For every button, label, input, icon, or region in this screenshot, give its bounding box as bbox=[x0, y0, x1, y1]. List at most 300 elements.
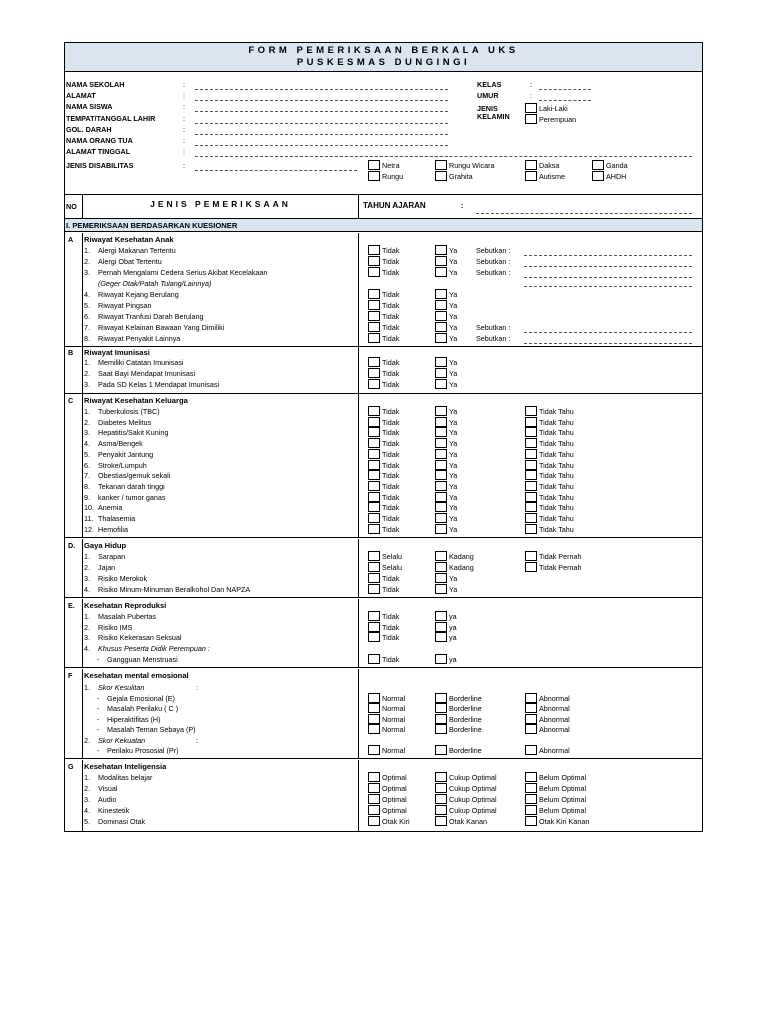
checkbox[interactable] bbox=[435, 300, 447, 310]
checkbox[interactable] bbox=[525, 460, 537, 470]
option-label: Belum Optimal bbox=[539, 795, 587, 804]
checkbox[interactable] bbox=[368, 502, 380, 512]
option-label: Ya bbox=[449, 407, 458, 416]
checkbox[interactable] bbox=[435, 256, 447, 266]
item-number: 2. bbox=[84, 563, 90, 572]
item-number: 3. bbox=[84, 795, 90, 804]
identity-label: TEMPAT/TANGGAL LAHIR bbox=[66, 114, 156, 123]
checkbox[interactable] bbox=[525, 794, 537, 804]
checkbox[interactable] bbox=[435, 171, 447, 181]
divider bbox=[64, 393, 703, 394]
item-sublabel: (Geger Otak/Patah Tulang/Lainnya) bbox=[98, 279, 212, 288]
identity-sep: : bbox=[530, 91, 532, 100]
checkbox[interactable] bbox=[368, 438, 380, 448]
col-tahun-sep: : bbox=[461, 201, 464, 210]
option-label: Daksa bbox=[539, 161, 560, 170]
checkbox[interactable] bbox=[435, 794, 447, 804]
option-label: Rungu Wicara bbox=[449, 161, 495, 170]
checkbox[interactable] bbox=[435, 693, 447, 703]
item-number: 2. bbox=[84, 736, 90, 745]
checkbox[interactable] bbox=[525, 805, 537, 815]
checkbox[interactable] bbox=[435, 438, 447, 448]
identity-sep: : bbox=[183, 161, 185, 170]
item-label: Penyakit Jantung bbox=[98, 450, 154, 459]
item-label: Dominasi Otak bbox=[98, 817, 146, 826]
checkbox[interactable] bbox=[525, 693, 537, 703]
item-number: 11. bbox=[84, 514, 94, 523]
option-label: Ya bbox=[449, 418, 458, 427]
item-number: 8. bbox=[84, 482, 90, 491]
sebutkan-label: Sebutkan : bbox=[476, 334, 511, 343]
checkbox[interactable] bbox=[435, 267, 447, 277]
checkbox[interactable] bbox=[368, 379, 380, 389]
checkbox[interactable] bbox=[368, 460, 380, 470]
col-tahun-header: TAHUN AJARAN bbox=[363, 201, 426, 210]
checkbox[interactable] bbox=[525, 160, 537, 170]
checkbox[interactable] bbox=[525, 406, 537, 416]
checkbox[interactable] bbox=[435, 368, 447, 378]
checkbox[interactable] bbox=[368, 714, 380, 724]
item-label: Visual bbox=[98, 784, 118, 793]
item-number: 4. bbox=[84, 439, 90, 448]
checkbox[interactable] bbox=[525, 562, 537, 572]
item-label: Diabetes Melitus bbox=[98, 418, 152, 427]
option-label: Optimal bbox=[382, 795, 407, 804]
identity-field[interactable] bbox=[195, 111, 448, 112]
checkbox[interactable] bbox=[525, 502, 537, 512]
checkbox[interactable] bbox=[368, 417, 380, 427]
checkbox[interactable] bbox=[525, 481, 537, 491]
item-number: - bbox=[97, 715, 100, 724]
checkbox[interactable] bbox=[435, 406, 447, 416]
option-label: Tidak bbox=[382, 323, 400, 332]
option-label: Tidak bbox=[382, 471, 400, 480]
identity-label: ALAMAT TINGGAL bbox=[66, 147, 131, 156]
item-label: Modalitas belajar bbox=[98, 773, 153, 782]
option-label: Tidak Pernah bbox=[539, 563, 582, 572]
checkbox[interactable] bbox=[435, 573, 447, 583]
option-label: Abnormal bbox=[539, 694, 570, 703]
checkbox[interactable] bbox=[525, 449, 537, 459]
identity-sep: : bbox=[183, 80, 185, 89]
option-label: Tidak bbox=[382, 334, 400, 343]
sebutkan-label: Sebutkan : bbox=[476, 268, 511, 277]
checkbox[interactable] bbox=[368, 300, 380, 310]
kelas-field[interactable] bbox=[539, 89, 591, 90]
checkbox[interactable] bbox=[435, 632, 447, 642]
option-label: Normal bbox=[382, 715, 406, 724]
option-label: Abnormal bbox=[539, 715, 570, 724]
item-label: Masalah Perilaku ( C ) bbox=[107, 704, 179, 713]
option-label: Abnormal bbox=[539, 746, 570, 755]
checkbox[interactable] bbox=[525, 492, 537, 502]
checkbox[interactable] bbox=[368, 368, 380, 378]
checkbox[interactable] bbox=[435, 783, 447, 793]
checkbox[interactable] bbox=[368, 584, 380, 594]
sebutkan-field[interactable] bbox=[524, 277, 692, 278]
checkbox[interactable] bbox=[435, 611, 447, 621]
option-label: Tidak bbox=[382, 633, 400, 642]
checkbox[interactable] bbox=[525, 783, 537, 793]
checkbox[interactable] bbox=[525, 417, 537, 427]
option-label: Optimal bbox=[382, 773, 407, 782]
option-label: Ya bbox=[449, 450, 458, 459]
checkbox[interactable] bbox=[368, 573, 380, 583]
checkbox[interactable] bbox=[435, 379, 447, 389]
checkbox[interactable] bbox=[368, 333, 380, 343]
checkbox[interactable] bbox=[525, 524, 537, 534]
checkbox[interactable] bbox=[525, 103, 537, 113]
group-letter: D. bbox=[68, 541, 76, 550]
identity-field[interactable] bbox=[195, 89, 448, 90]
item-number: 12. bbox=[84, 525, 94, 534]
checkbox[interactable] bbox=[368, 816, 380, 826]
group-letter: G bbox=[68, 762, 74, 771]
item-label: Stroke/Lumpuh bbox=[98, 461, 147, 470]
checkbox[interactable] bbox=[435, 714, 447, 724]
checkbox[interactable] bbox=[525, 551, 537, 561]
checkbox[interactable] bbox=[525, 816, 537, 826]
option-label: Optimal bbox=[382, 806, 407, 815]
checkbox[interactable] bbox=[435, 745, 447, 755]
option-label: Ya bbox=[449, 482, 458, 491]
item-label: kanker / tumor ganas bbox=[98, 493, 166, 502]
checkbox[interactable] bbox=[435, 562, 447, 572]
option-label: Ya bbox=[449, 334, 458, 343]
checkbox[interactable] bbox=[368, 289, 380, 299]
item-label: Hepatitis/Sakit Kuning bbox=[98, 428, 169, 437]
checkbox[interactable] bbox=[368, 256, 380, 266]
identity-field[interactable] bbox=[195, 134, 448, 135]
checkbox[interactable] bbox=[368, 783, 380, 793]
checkbox[interactable] bbox=[435, 805, 447, 815]
item-number: 1. bbox=[84, 358, 90, 367]
option-label: Ya bbox=[449, 268, 458, 277]
item-label: Tuberkulosis (TBC) bbox=[98, 407, 160, 416]
group-letter: E. bbox=[68, 601, 75, 610]
option-label: Tidak Tahu bbox=[539, 428, 574, 437]
divider bbox=[64, 346, 703, 347]
checkbox[interactable] bbox=[435, 492, 447, 502]
item-number: 5. bbox=[84, 817, 90, 826]
divider bbox=[358, 599, 359, 667]
option-label: Selalu bbox=[382, 552, 402, 561]
checkbox[interactable] bbox=[435, 357, 447, 367]
checkbox[interactable] bbox=[368, 805, 380, 815]
checkbox[interactable] bbox=[368, 171, 380, 181]
checkbox[interactable] bbox=[435, 311, 447, 321]
checkbox[interactable] bbox=[435, 449, 447, 459]
checkbox[interactable] bbox=[368, 470, 380, 480]
item-number: 1. bbox=[84, 407, 90, 416]
checkbox[interactable] bbox=[368, 703, 380, 713]
item-number: 2. bbox=[84, 369, 90, 378]
option-label: Tidak bbox=[382, 428, 400, 437]
divider bbox=[64, 758, 703, 759]
option-label: ya bbox=[449, 623, 457, 632]
divider bbox=[82, 599, 83, 667]
divider bbox=[82, 394, 83, 537]
option-label: Tidak bbox=[382, 493, 400, 502]
identity-field[interactable] bbox=[195, 156, 692, 157]
divider bbox=[358, 233, 359, 346]
checkbox[interactable] bbox=[368, 513, 380, 523]
option-label: Borderline bbox=[449, 715, 482, 724]
group-letter: C bbox=[68, 396, 74, 405]
checkbox[interactable] bbox=[368, 611, 380, 621]
checkbox[interactable] bbox=[435, 703, 447, 713]
item-label: Hemofilia bbox=[98, 525, 128, 534]
checkbox[interactable] bbox=[525, 724, 537, 734]
item-number: 4. bbox=[84, 290, 90, 299]
checkbox[interactable] bbox=[368, 622, 380, 632]
checkbox[interactable] bbox=[368, 245, 380, 255]
checkbox[interactable] bbox=[435, 772, 447, 782]
item-number: 10. bbox=[84, 503, 94, 512]
option-label: ya bbox=[449, 655, 457, 664]
identity-sep: : bbox=[183, 91, 185, 100]
checkbox[interactable] bbox=[525, 745, 537, 755]
item-number: 5. bbox=[84, 301, 90, 310]
option-label: Ya bbox=[449, 312, 458, 321]
checkbox[interactable] bbox=[368, 724, 380, 734]
item-number: 9. bbox=[84, 493, 90, 502]
option-label: Tidak Tahu bbox=[539, 471, 574, 480]
divider bbox=[64, 597, 703, 598]
item-label: Obestias/gemuk sekali bbox=[98, 471, 171, 480]
divider bbox=[358, 394, 359, 537]
checkbox[interactable] bbox=[435, 584, 447, 594]
option-label: Ya bbox=[449, 380, 458, 389]
checkbox[interactable] bbox=[525, 703, 537, 713]
item-label: Risiko Merokok bbox=[98, 574, 148, 583]
item-label: Riwayat Kejang Berulang bbox=[98, 290, 179, 299]
option-label: Selalu bbox=[382, 563, 402, 572]
checkbox[interactable] bbox=[435, 502, 447, 512]
option-label: Tidak Tahu bbox=[539, 514, 574, 523]
option-label: Tidak bbox=[382, 301, 400, 310]
option-label: Tidak Tahu bbox=[539, 439, 574, 448]
option-label: Tidak bbox=[382, 290, 400, 299]
item-number: 3. bbox=[84, 633, 90, 642]
option-label: Tidak Tahu bbox=[539, 407, 574, 416]
group-title: Kesehatan Inteligensia bbox=[84, 762, 167, 771]
item-number: 1. bbox=[84, 246, 90, 255]
option-label: Ya bbox=[449, 514, 458, 523]
item-label: Riwayat Pingsan bbox=[98, 301, 152, 310]
item-number: 4. bbox=[84, 644, 90, 653]
checkbox[interactable] bbox=[435, 289, 447, 299]
identity-label: NAMA SISWA bbox=[66, 102, 113, 111]
checkbox[interactable] bbox=[435, 160, 447, 170]
checkbox[interactable] bbox=[435, 427, 447, 437]
item-label: Gangguan Menstruasi bbox=[107, 655, 178, 664]
option-label: Otak Kiri Kanan bbox=[539, 817, 590, 826]
checkbox[interactable] bbox=[435, 245, 447, 255]
identity-sep: : bbox=[183, 125, 185, 134]
option-label: Ya bbox=[449, 358, 458, 367]
checkbox[interactable] bbox=[525, 470, 537, 480]
checkbox[interactable] bbox=[435, 333, 447, 343]
option-label: Tidak Tahu bbox=[539, 461, 574, 470]
checkbox[interactable] bbox=[435, 513, 447, 523]
identity-sep: : bbox=[183, 102, 185, 111]
checkbox[interactable] bbox=[525, 772, 537, 782]
checkbox[interactable] bbox=[525, 438, 537, 448]
option-label: Rungu bbox=[382, 172, 404, 181]
option-label: Tidak bbox=[382, 407, 400, 416]
umur-field[interactable] bbox=[539, 100, 591, 101]
checkbox[interactable] bbox=[368, 772, 380, 782]
identity-label: ALAMAT bbox=[66, 91, 96, 100]
option-label: Ya bbox=[449, 257, 458, 266]
option-label: Ya bbox=[449, 525, 458, 534]
option-label: Tidak bbox=[382, 268, 400, 277]
checkbox[interactable] bbox=[368, 693, 380, 703]
checkbox[interactable] bbox=[368, 492, 380, 502]
checkbox[interactable] bbox=[525, 714, 537, 724]
option-label: Tidak Tahu bbox=[539, 525, 574, 534]
option-label: Grahita bbox=[449, 172, 473, 181]
group-title: Kesehatan mental emosional bbox=[84, 671, 189, 680]
checkbox[interactable] bbox=[435, 460, 447, 470]
option-label: Borderline bbox=[449, 725, 482, 734]
checkbox[interactable] bbox=[368, 427, 380, 437]
option-label: Kadang bbox=[449, 563, 474, 572]
sebutkan-field[interactable] bbox=[524, 286, 692, 287]
option-label: Ya bbox=[449, 585, 458, 594]
identity-field[interactable] bbox=[195, 145, 448, 146]
option-label: Belum Optimal bbox=[539, 784, 587, 793]
option-label: Otak Kanan bbox=[449, 817, 487, 826]
section-title: I. PEMERIKSAAN BERDASARKAN KUESIONER bbox=[66, 221, 238, 230]
checkbox[interactable] bbox=[592, 171, 604, 181]
identity-sep: : bbox=[183, 114, 185, 123]
checkbox[interactable] bbox=[592, 160, 604, 170]
sebutkan-field[interactable] bbox=[524, 266, 692, 267]
group-title: Gaya Hidup bbox=[84, 541, 127, 550]
checkbox[interactable] bbox=[435, 816, 447, 826]
item-number: 7. bbox=[84, 323, 90, 332]
checkbox[interactable] bbox=[368, 357, 380, 367]
checkbox[interactable] bbox=[435, 481, 447, 491]
checkbox[interactable] bbox=[368, 551, 380, 561]
identity-label: GOL. DARAH bbox=[66, 125, 112, 134]
option-label: Ya bbox=[449, 574, 458, 583]
checkbox[interactable] bbox=[435, 551, 447, 561]
group-title: Kesehatan Reproduksi bbox=[84, 601, 167, 610]
option-label: Ya bbox=[449, 461, 458, 470]
option-label: Otak Kiri bbox=[382, 817, 410, 826]
option-label: Autisme bbox=[539, 172, 565, 181]
checkbox[interactable] bbox=[368, 449, 380, 459]
checkbox[interactable] bbox=[368, 481, 380, 491]
item-label: Masalah Teman Sebaya (P) bbox=[107, 725, 196, 734]
checkbox[interactable] bbox=[435, 524, 447, 534]
option-label: Tidak bbox=[382, 439, 400, 448]
divider bbox=[358, 194, 359, 218]
checkbox[interactable] bbox=[435, 622, 447, 632]
option-label: Tidak bbox=[382, 655, 400, 664]
item-label: Skor Kekuatan bbox=[98, 736, 146, 745]
option-label: Tidak bbox=[382, 312, 400, 321]
option-label: Cukup Optimal bbox=[449, 784, 497, 793]
identity-field[interactable] bbox=[195, 100, 448, 101]
option-label: Tidak bbox=[382, 257, 400, 266]
item-label: Tekanan darah tinggi bbox=[98, 482, 165, 491]
item-number: - bbox=[97, 704, 100, 713]
sebutkan-field[interactable] bbox=[524, 332, 692, 333]
option-label: Tidak bbox=[382, 461, 400, 470]
option-label: Tidak bbox=[382, 246, 400, 255]
checkbox[interactable] bbox=[368, 794, 380, 804]
checkbox[interactable] bbox=[368, 311, 380, 321]
checkbox[interactable] bbox=[525, 114, 537, 124]
option-label: Cukup Optimal bbox=[449, 773, 497, 782]
sebutkan-label: Sebutkan : bbox=[476, 257, 511, 266]
form-title: FORM PEMERIKSAAN BERKALA UKS bbox=[248, 45, 519, 56]
option-label: Normal bbox=[382, 746, 406, 755]
option-label: Kadang bbox=[449, 552, 474, 561]
option-label: Normal bbox=[382, 694, 406, 703]
col-jenis-header: JENIS PEMERIKSAAN bbox=[150, 199, 291, 209]
item-number: 1. bbox=[84, 552, 90, 561]
checkbox[interactable] bbox=[525, 427, 537, 437]
identity-label: NAMA SEKOLAH bbox=[66, 80, 125, 89]
checkbox[interactable] bbox=[368, 322, 380, 332]
checkbox[interactable] bbox=[368, 745, 380, 755]
item-number: 1. bbox=[84, 612, 90, 621]
sebutkan-field[interactable] bbox=[524, 343, 692, 344]
item-number: - bbox=[97, 746, 100, 755]
checkbox[interactable] bbox=[368, 524, 380, 534]
sebutkan-field[interactable] bbox=[524, 255, 692, 256]
identity-field[interactable] bbox=[195, 170, 357, 171]
option-label: Ya bbox=[449, 290, 458, 299]
checkbox[interactable] bbox=[368, 562, 380, 572]
group-title: Riwayat Kesehatan Anak bbox=[84, 235, 174, 244]
item-number: 4. bbox=[84, 585, 90, 594]
item-label: Riwayat Penyakit Lainnya bbox=[98, 334, 181, 343]
form-subtitle: PUSKESMAS DUNGINGI bbox=[296, 57, 471, 68]
checkbox[interactable] bbox=[435, 724, 447, 734]
checkbox[interactable] bbox=[435, 470, 447, 480]
checkbox[interactable] bbox=[368, 632, 380, 642]
item-number: - bbox=[97, 725, 100, 734]
checkbox[interactable] bbox=[435, 654, 447, 664]
option-label: ya bbox=[449, 633, 457, 642]
checkbox[interactable] bbox=[525, 171, 537, 181]
divider bbox=[64, 194, 703, 195]
item-label: Pada SD Kelas 1 Mendapat Imunisasi bbox=[98, 380, 220, 389]
item-label: Audio bbox=[98, 795, 117, 804]
identity-field[interactable] bbox=[195, 123, 448, 124]
checkbox[interactable] bbox=[435, 322, 447, 332]
checkbox[interactable] bbox=[368, 267, 380, 277]
checkbox[interactable] bbox=[435, 417, 447, 427]
option-label: Abnormal bbox=[539, 725, 570, 734]
item-number: 2. bbox=[84, 623, 90, 632]
item-number: 6. bbox=[84, 461, 90, 470]
checkbox[interactable] bbox=[525, 513, 537, 523]
divider bbox=[358, 760, 359, 832]
option-label: Tidak bbox=[382, 450, 400, 459]
checkbox[interactable] bbox=[368, 406, 380, 416]
checkbox[interactable] bbox=[368, 160, 380, 170]
option-label: Ya bbox=[449, 493, 458, 502]
checkbox[interactable] bbox=[368, 654, 380, 664]
tahun-ajaran-field[interactable] bbox=[476, 213, 692, 214]
